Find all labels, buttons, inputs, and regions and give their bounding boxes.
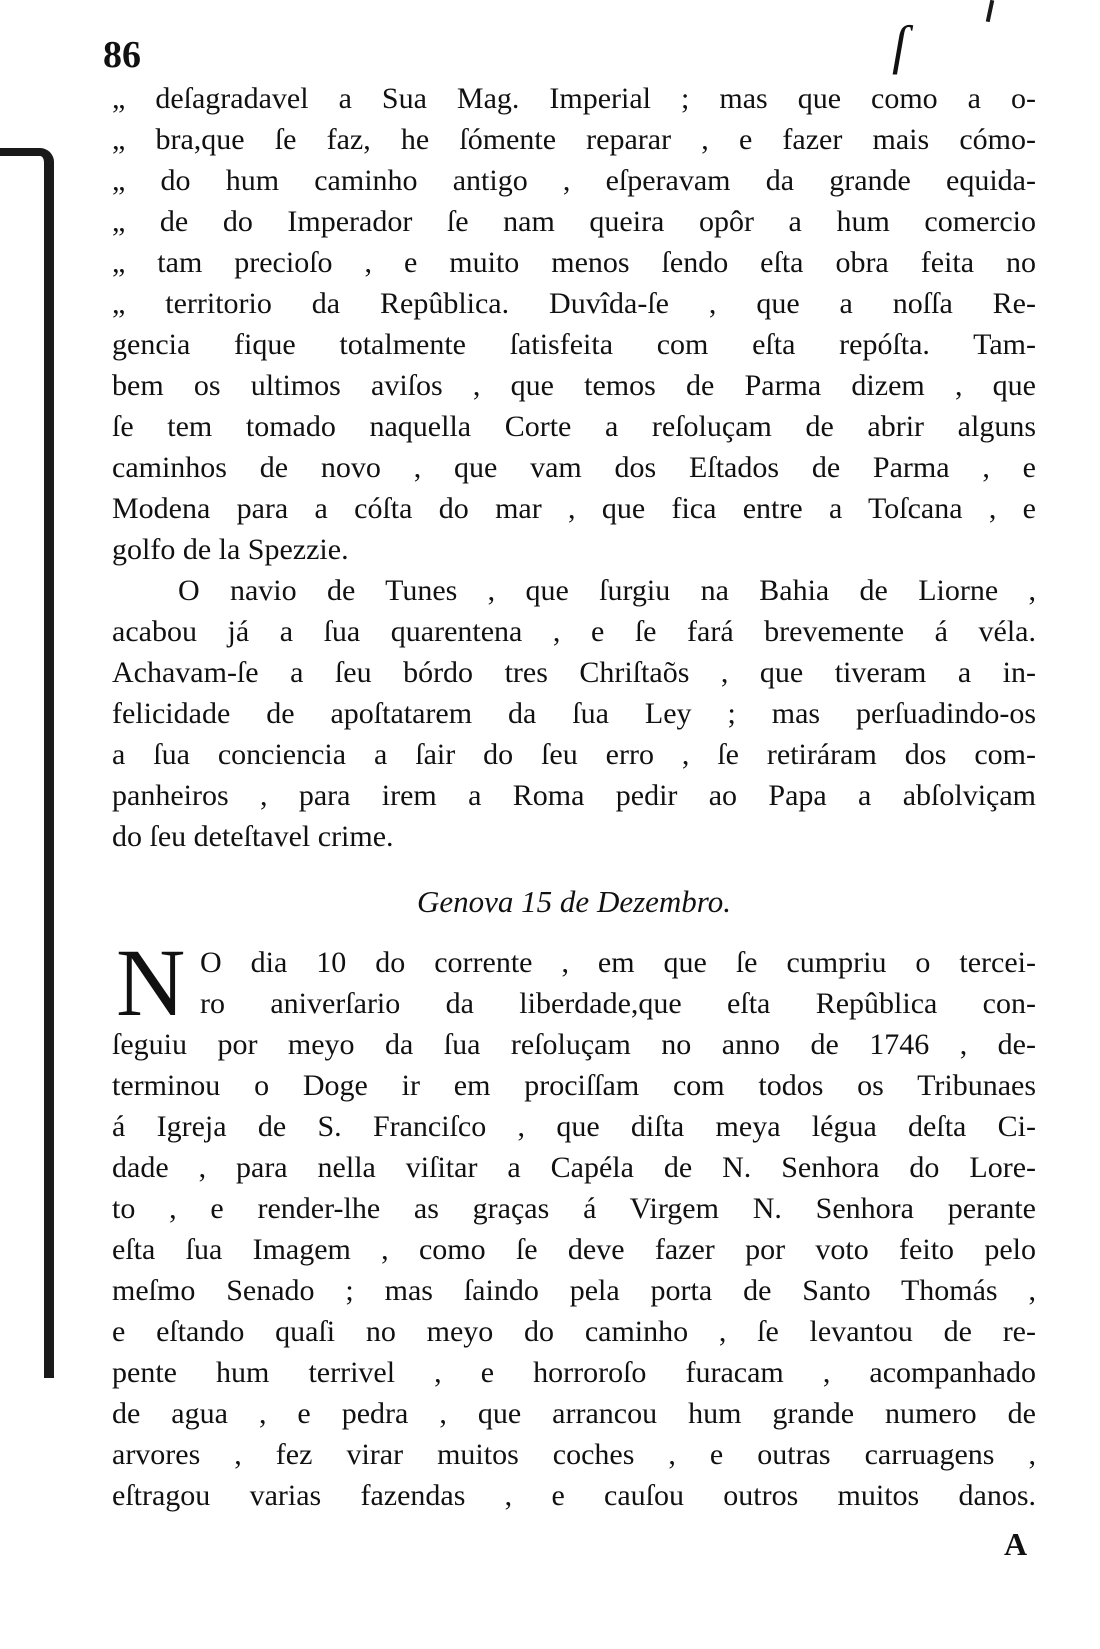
section-heading: Genova 15 de Dezembro. [417, 884, 731, 919]
text-line: O dia 10 do corrente , em que ſe cumpriu o tercei- [200, 946, 1036, 979]
text-line: „ tam precioſo , e muito menos ſendo eſta obra feita no [112, 246, 1036, 279]
text-line: de agua , e pedra , que arrancou hum grande numero de [112, 1397, 1036, 1430]
text-line: panheiros , para irem a Roma pedir ao Papa a abſolviçam [112, 779, 1036, 812]
catchword: A [1004, 1526, 1028, 1562]
text-line: bem os ultimos aviſos , que temos de Parma dizem , que [112, 369, 1036, 402]
text-line: acabou já a ſua quarentena , e ſe fará brevemente á véla. [112, 615, 1036, 648]
text-line: eſta ſua Imagem , como ſe deve fazer por voto feito pelo [112, 1233, 1036, 1266]
text-line: „ deſagradavel a Sua Mag. Imperial ; mas que como a o- [112, 82, 1036, 115]
text-line: „ do hum caminho antigo , eſperavam da grande equida- [112, 164, 1036, 197]
text-line: „ bra,que ſe faz, he ſómente reparar , e fazer mais cómo- [112, 123, 1036, 156]
text-line: dade , para nella viſitar a Capéla de N. Senhora do Lore- [112, 1151, 1036, 1184]
corner-mark [986, 0, 994, 22]
text-line: do ſeu deteſtavel crime. [112, 820, 394, 853]
text-line: golfo de la Spezzie. [112, 533, 349, 566]
text-line: „ territorio da Repûblica. Duvîda-ſe , que a noſſa Re- [112, 287, 1036, 320]
text-line: ſe tem tomado naquella Corte a reſoluçam de abrir alguns [112, 410, 1036, 443]
binding-edge [0, 148, 54, 1378]
text-line: terminou o Doge ir em prociſſam com todos os Tribunaes [112, 1069, 1036, 1102]
text-line: arvores , fez virar muitos coches , e outras carruagens , [112, 1438, 1036, 1471]
text-line: e eſtando quaſi no meyo do caminho , ſe levantou de re- [112, 1315, 1036, 1348]
text-line: felicidade de apoſtatarem da ſua Ley ; mas perſuadindo-os [112, 697, 1036, 730]
text-line: O navio de Tunes , que ſurgiu na Bahia de Liorne , [178, 574, 1036, 607]
text-line: á Igreja de S. Franciſco , que diſta meya légua deſta Ci- [112, 1110, 1036, 1143]
text-line: to , e render-lhe as graças á Virgem N. Senhora perante [112, 1192, 1036, 1225]
text-line: ſeguiu por meyo da ſua reſoluçam no anno de 1746 , de- [112, 1028, 1036, 1061]
drop-cap: N [116, 929, 186, 1036]
body-text-top [112, 78, 1036, 857]
text-line: Achavam-ſe a ſeu bórdo tres Chriſtaõs , que tiveram a in- [112, 656, 1036, 689]
text-line: gencia fique totalmente ſatisfeita com eſta repóſta. Tam- [112, 328, 1036, 361]
text-line: pente hum terrivel , e horroroſo furacam , acompanhado [112, 1356, 1036, 1389]
body-text-bottom [112, 942, 1036, 1516]
header-mark: ſ [892, 15, 908, 75]
text-line: Modena para a cóſta do mar , que fica entre a Toſcana , e [112, 492, 1036, 525]
page-number: 86 [103, 34, 141, 76]
text-line: eſtragou varias fazendas , e cauſou outros muitos danos. [112, 1479, 1036, 1512]
text-line: a ſua conciencia a ſair do ſeu erro , ſe retiráram dos com- [112, 738, 1036, 771]
text-line: „ de do Imperador ſe nam queira opôr a hum comercio [112, 205, 1036, 238]
text-line: meſmo Senado ; mas ſaindo pela porta de Santo Thomás , [112, 1274, 1036, 1307]
text-line: caminhos de novo , que vam dos Eſtados de Parma , e [112, 451, 1036, 484]
text-line: ro aniverſario da liberdade,que eſta Repûblica con- [200, 987, 1036, 1020]
